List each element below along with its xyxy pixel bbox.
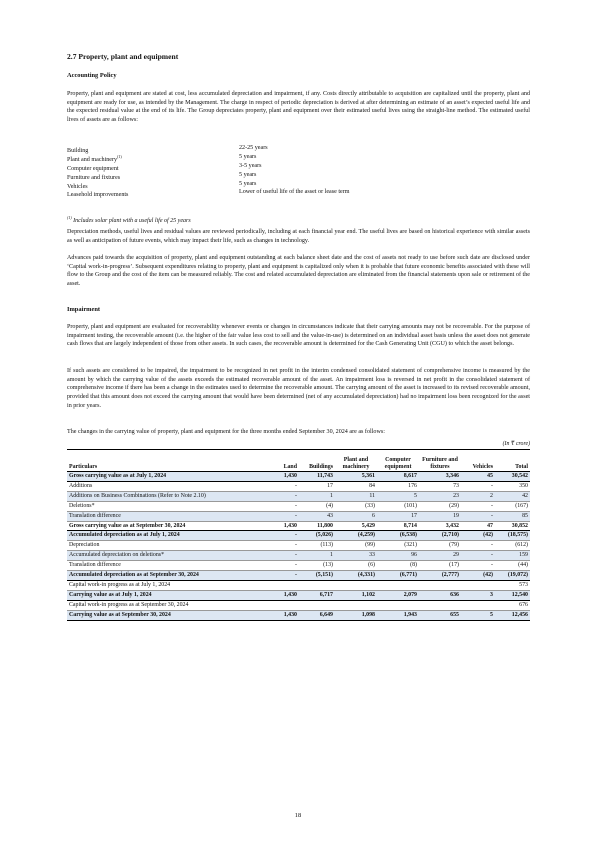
useful-life-row: [67, 153, 530, 162]
table-cell: 30,542: [495, 472, 530, 482]
table-cell: 73: [453, 482, 459, 489]
table-cell: (101): [404, 502, 417, 509]
header-plant-machinery: Plant and machinery: [342, 457, 370, 470]
table-row: [67, 571, 530, 581]
row-label: Carrying value as at July 1, 2024: [67, 590, 273, 600]
table-row: [67, 511, 530, 521]
footnote-mark: (1): [67, 215, 72, 220]
table-cell: 45: [461, 472, 495, 482]
useful-life-row: [67, 180, 530, 189]
table-cell: 30,852: [511, 522, 528, 529]
table-cell: 12,456: [495, 610, 530, 620]
useful-life-row: [67, 144, 530, 153]
row-label: Translation difference: [67, 511, 273, 521]
table-cell: (99): [365, 542, 375, 549]
row-label: Capital work-in progress as at July 1, 2024: [69, 581, 171, 588]
asset-name: Leasehold improvements: [67, 192, 129, 199]
table-cell: -: [491, 482, 493, 489]
row-label: Accumulated depreciation on deletions*: [67, 551, 273, 561]
footnote-text: Includes solar plant with a useful life of 25 years: [73, 218, 191, 224]
header-particulars: Particulars: [69, 464, 98, 470]
row-label: Carrying value as at September 30, 2024: [67, 610, 273, 620]
table-row: [67, 531, 530, 541]
table-cell: (2,710): [419, 531, 461, 541]
table-cell: 84: [369, 482, 375, 489]
unit-note: (In ₹ crore): [502, 441, 530, 447]
table-cell: 176: [408, 482, 417, 489]
table-cell: 1: [299, 491, 335, 501]
row-label: Accumulated depreciation as at September 30, 2024: [67, 571, 273, 581]
table-cell: (44): [518, 562, 528, 569]
asset-name: Furniture and fixtures: [67, 174, 121, 181]
table-cell: (5,026): [299, 531, 335, 541]
table-cell: -: [461, 551, 495, 561]
paragraph-accounting-policy: Property, plant and equipment are stated at cost, less accumulated depreciation and impairment, if any. Costs directly attributable to acquisition are capitalized until the property, plant and equipment are ready for use, as intended by the Management. The charge in respect of periodic depreciation is derived at after determining an estimate of an asset’s expected useful life and the expected residual value at the end of its life. The Group depreciates property, plant and equipment over their estimated useful lives using the straight-line method. The estimated useful lives of assets are as follows:: [67, 91, 530, 124]
asset-life: 5 years: [239, 180, 257, 187]
table-row: [67, 472, 530, 482]
table-cell: 5: [461, 610, 495, 620]
paragraph-depreciation-methods: Depreciation methods, useful lives and residual values are reviewed periodically, including at each financial year end. The useful lives are based on historical experience with similar assets as well as anticipation of future events, which may impact their life, such as changes in technology.: [67, 229, 530, 244]
table-cell: 5,361: [335, 472, 377, 482]
table-cell: (5,151): [299, 571, 335, 581]
table-row: [67, 501, 530, 511]
table-cell: (18,575): [495, 531, 530, 541]
row-label: Translation difference: [69, 562, 121, 569]
row-label: Deletions*: [69, 502, 95, 509]
footnote: [67, 215, 191, 224]
useful-life-row: [67, 171, 530, 180]
table-cell: [299, 600, 335, 610]
row-label: Gross carrying value as at September 30, 2024: [69, 522, 186, 529]
table-cell: 1,430: [273, 610, 299, 620]
table-cell: [461, 600, 495, 610]
table-cell: 85: [495, 511, 530, 521]
table-cell: (42): [461, 571, 495, 581]
header-vehicles: Vehicles: [472, 464, 493, 470]
row-label: Depreciation: [69, 542, 100, 549]
table-cell: 29: [419, 551, 461, 561]
table-cell: 1,102: [335, 590, 377, 600]
table-cell: (612): [515, 542, 528, 549]
table-cell: 6,649: [299, 610, 335, 620]
table-row: [67, 580, 530, 590]
useful-life-row: [67, 162, 530, 171]
table-cell: (17): [449, 562, 459, 569]
table-cell: -: [295, 502, 297, 509]
table-cell: 2,079: [377, 590, 419, 600]
header-computer-equipment: Computer equipment: [384, 457, 412, 470]
table-cell: (167): [515, 502, 528, 509]
table-cell: (8): [410, 562, 417, 569]
table-cell: 43: [299, 511, 335, 521]
table-cell: [335, 580, 377, 590]
table-cell: 6: [335, 511, 377, 521]
table-cell: (4): [326, 502, 333, 509]
table-cell: -: [273, 551, 299, 561]
table-cell: [419, 580, 461, 590]
paragraph-impairment-1: Property, plant and equipment are evaluated for recoverability whenever events or changes in circumstances indicate that their carrying amounts may not be recoverable. For the purpose of impairment testing, the recoverable amount (i.e. the higher of the fair value less cost to sell and the value-in-use) is determined on an individual asset basis unless the asset does not generate cash flows that are largely independent of those from other assets. In such cases, the recoverable amount is determined for the Cash Generating Unit (CGU) to which the asset belongs.: [67, 324, 530, 348]
table-cell: [377, 600, 419, 610]
table-cell: (6): [368, 562, 375, 569]
table-row: [67, 600, 530, 610]
table-cell: 1,098: [335, 610, 377, 620]
accounting-policy-heading: Accounting Policy: [67, 72, 117, 79]
asset-life: 3-5 years: [239, 162, 262, 169]
row-label: Gross carrying value as at July 1, 2024: [67, 472, 273, 482]
table-cell: [461, 580, 495, 590]
table-cell: -: [273, 491, 299, 501]
table-cell: 5,429: [361, 522, 375, 529]
table-cell: (321): [404, 542, 417, 549]
table-cell: 1,430: [273, 472, 299, 482]
table-cell: 11,743: [299, 472, 335, 482]
table-cell: 655: [419, 610, 461, 620]
table-cell: 8,617: [377, 472, 419, 482]
header-furniture-fixtures: Furniture and fixtures: [422, 457, 458, 470]
table-cell: (2,777): [419, 571, 461, 581]
table-cell: -: [273, 531, 299, 541]
table-row: [67, 561, 530, 571]
impairment-heading: Impairment: [67, 306, 101, 313]
row-label: Capital work-in progress as at September 30, 2024: [69, 601, 189, 608]
table-row: [67, 541, 530, 551]
table-cell: -: [273, 511, 299, 521]
header-land: Land: [283, 464, 297, 470]
table-cell: 33: [335, 551, 377, 561]
table-cell: 96: [377, 551, 419, 561]
table-cell: 19: [419, 511, 461, 521]
table-cell: 17: [377, 511, 419, 521]
table-cell: -: [461, 511, 495, 521]
table-cell: -: [273, 571, 299, 581]
table-row: [67, 481, 530, 491]
table-cell: -: [491, 502, 493, 509]
table-cell: (6,771): [377, 571, 419, 581]
table-cell: [273, 580, 299, 590]
ppe-table: [67, 449, 530, 621]
table-cell: (6,538): [377, 531, 419, 541]
table-header-row: [67, 450, 530, 472]
table-cell: 17: [327, 482, 333, 489]
table-cell: -: [295, 562, 297, 569]
table-cell: 1,430: [273, 590, 299, 600]
table-cell: 8,714: [403, 522, 417, 529]
table-cell: (113): [320, 542, 333, 549]
table-cell: -: [295, 542, 297, 549]
table-row: [67, 551, 530, 561]
table-cell: 11: [335, 491, 377, 501]
paragraph-impairment-2: If such assets are considered to be impaired, the impairment to be recognized in net profit in the interim condensed consolidated statement of comprehensive income is measured by the amount by which the carrying value of the assets exceeds the estimated recoverable amount of the asset. An impairment loss is reversed in net profit in the consolidated statement of comprehensive income if there has been a change in the estimates used to determine the recoverable amount. The carrying amount of the asset is increased to its revised recoverable amount, provided that this amount does not exceed the carrying amount that would have been determined (net of any accumulated depreciation) had no impairment loss been recognized for the asset in prior years.: [67, 368, 530, 409]
table-cell: 6,717: [299, 590, 335, 600]
header-total: Total: [515, 464, 528, 470]
table-cell: 12,540: [495, 590, 530, 600]
table-cell: 636: [419, 590, 461, 600]
asset-name: Vehicles: [67, 183, 88, 190]
table-cell: 676: [519, 601, 528, 608]
table-cell: 159: [495, 551, 530, 561]
table-cell: (79): [449, 542, 459, 549]
asset-life: 5 years: [239, 171, 257, 178]
asset-life: 22-25 years: [239, 145, 268, 151]
asset-life: 5 years: [239, 153, 257, 160]
table-cell: [273, 600, 299, 610]
paragraph-advances: Advances paid towards the acquisition of property, plant and equipment outstanding at each balance sheet date and the cost of assets not ready to use before such date are disclosed under ‘Capital work-in-progress’. Subsequent expenditures relating to property, plant and equipment is capitalized only when it is probable that future economic benefits associated with these will flow to the Group and the cost of the item can be measured reliably. The cost and related accumulated depreciation are eliminated from the financial statements upon sale or retirement of the asset.: [67, 255, 530, 288]
table-cell: [377, 580, 419, 590]
table-cell: [335, 600, 377, 610]
table-cell: 11,800: [317, 522, 333, 529]
table-cell: 42: [495, 491, 530, 501]
footnote-marker: (1): [117, 153, 122, 159]
table-row: [67, 491, 530, 501]
useful-life-row: [67, 188, 530, 197]
paragraph-table-intro: The changes in the carrying value of property, plant and equipment for the three months ended September 30, 2024 are as follows:: [67, 429, 385, 435]
section-title: 2.7 Property, plant and equipment: [67, 52, 179, 61]
page-number: 18: [294, 812, 302, 819]
table-cell: -: [491, 562, 493, 569]
table-row: [67, 521, 530, 531]
table-cell: 1,943: [377, 610, 419, 620]
table-cell: 47: [487, 522, 493, 529]
header-buildings: Buildings: [309, 464, 333, 470]
table-cell: 2: [461, 491, 495, 501]
table-cell: 3,346: [419, 472, 461, 482]
row-label: Additions on Business Combinations (Refer to Note 2.10): [67, 491, 273, 501]
table-row: [67, 610, 530, 620]
table-cell: (33): [365, 502, 375, 509]
asset-name: Building: [67, 148, 89, 154]
row-label: Accumulated depreciation as at July 1, 2024: [67, 531, 273, 541]
useful-lives-list: [67, 144, 530, 197]
table-cell: 1,430: [283, 522, 297, 529]
row-label: Additions: [69, 482, 93, 489]
table-row: [67, 590, 530, 600]
table-cell: (19,072): [495, 571, 530, 581]
table-cell: 1: [299, 551, 335, 561]
table-cell: [419, 600, 461, 610]
table-cell: -: [491, 542, 493, 549]
table-cell: (4,259): [335, 531, 377, 541]
table-cell: 573: [519, 581, 528, 588]
table-cell: -: [295, 482, 297, 489]
table-cell: (13): [323, 562, 333, 569]
table-cell: (4,331): [335, 571, 377, 581]
asset-name: Plant and machinery: [67, 156, 118, 163]
table-cell: (42): [461, 531, 495, 541]
table-cell: 350: [519, 482, 528, 489]
asset-name: Computer equipment: [67, 165, 119, 172]
table-cell: 5: [377, 491, 419, 501]
table-cell: 3: [461, 590, 495, 600]
table-cell: 23: [419, 491, 461, 501]
asset-life: Lower of useful life of the asset or lease term: [239, 189, 350, 196]
table-cell: [299, 580, 335, 590]
table-cell: (29): [449, 502, 459, 509]
table-cell: 3,432: [445, 522, 459, 529]
